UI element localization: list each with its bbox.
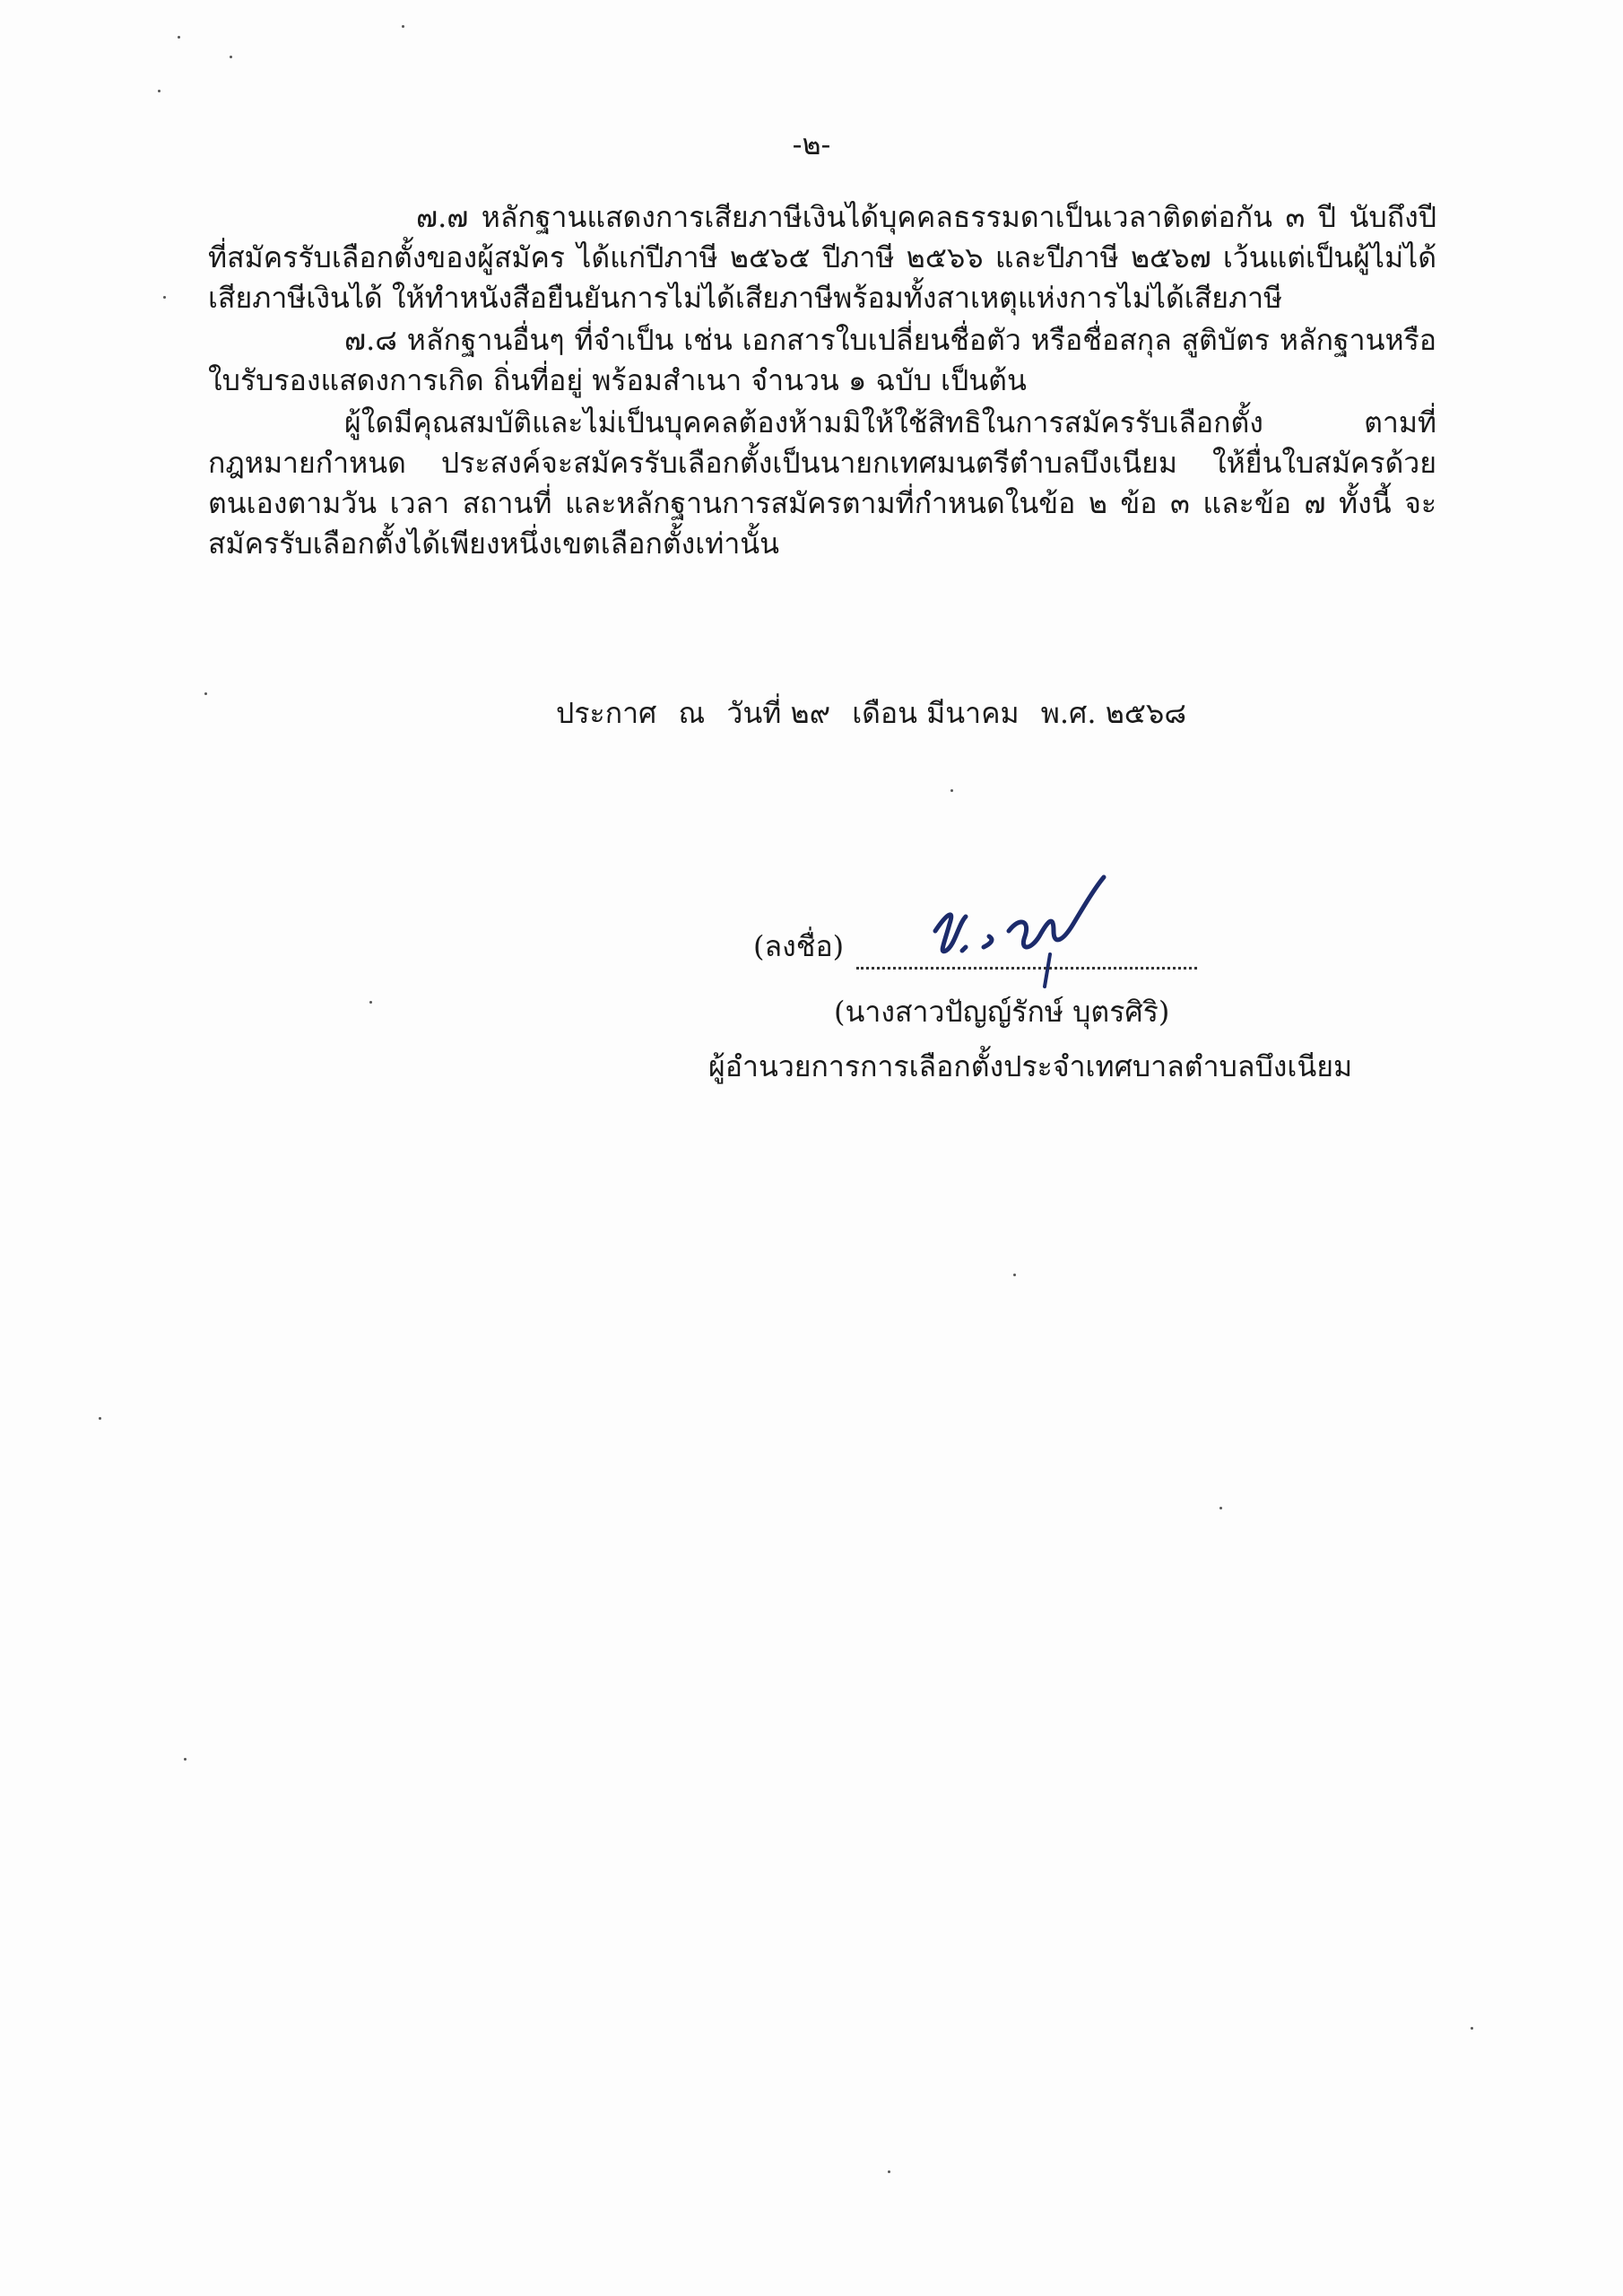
scan-speck [950, 789, 953, 792]
signature-block [708, 924, 1390, 1090]
scan-speck [163, 296, 166, 299]
signature-row [708, 924, 1390, 970]
announcement-date-line [556, 691, 1199, 736]
announcement-at: ณ [678, 696, 706, 730]
announcement-prefix: ประกาศ [556, 696, 657, 730]
paragraph-eligibility: ผู้ใดมีคุณสมบัติและไม่เป็นบุคคลต้องห้ามมิให้ใช้สิทธิในการสมัครรับเลือกตั้ง ตามที่กฎหมายกำหนด ประสงค์จะสมัครรับเลือกตั้งเป็นนายกเทศมนตรีตำบลบึงเนียม ให้ยื่นใบสมัครด้วยตนเองตามวัน เวลา สถานที่ และหลักฐานการสมัครตามที่กำหนดในข้อ ๒ ข้อ ๓ และข้อ ๗ ทั้งนี้ จะสมัครรับเลือกตั้งได้เพียงหนึ่งเขตเลือกตั้งเท่านั้น [208, 405, 1436, 561]
scan-speck [1471, 2027, 1473, 2030]
scan-speck [158, 90, 161, 92]
page-number: -๒- [792, 127, 831, 161]
scan-speck [369, 1001, 372, 1004]
scan-speck [402, 25, 404, 28]
paragraph-7-7: ๗.๗ หลักฐานแสดงการเสียภาษีเงินได้บุคคลธรรมดาเป็นเวลาติดต่อกัน ๓ ปี นับถึงปีที่สมัครรับเลือกตั้งของผู้สมัคร ได้แก่ปีภาษี ๒๕๖๕ ปีภาษี ๒๕๖๖ และปีภาษี ๒๕๖๗ เว้นแต่เป็นผู้ไม่ได้เสียภาษีเงินได้ ให้ทำหนังสือยืนยันการไม่ได้เสียภาษีพร้อมทั้งสาเหตุแห่งการไม่ได้เสียภาษี [208, 200, 1436, 315]
announcement-day: วันที่ ๒๙ [726, 696, 831, 730]
document-body [208, 197, 1436, 566]
signature-dotted-line [856, 947, 1197, 970]
scan-speck [1013, 1274, 1016, 1276]
scan-speck [204, 692, 207, 695]
scan-speck [888, 2170, 890, 2173]
scan-speck [1219, 1507, 1222, 1509]
scan-speck [184, 1758, 187, 1761]
paragraph-7-8: ๗.๘ หลักฐานอื่นๆ ที่จำเป็น เช่น เอกสารใบเปลี่ยนชื่อตัว หรือชื่อสกุล สูติบัตร หลักฐานหรือใบรับรองแสดงการเกิด ถิ่นที่อยู่ พร้อมสำเนา จำนวน ๑ ฉบับ เป็นต้น [208, 323, 1436, 397]
signer-position: ผู้อำนวยการการเลือกตั้งประจำเทศบาลตำบลบึงเนียม [708, 1049, 1353, 1083]
scan-speck [178, 36, 180, 39]
signer-name: (นางสาวปัญญ์รักษ์ บุตรศิริ) [834, 995, 1170, 1029]
scan-speck [99, 1417, 101, 1420]
announcement-year: พ.ศ. ๒๕๖๘ [1040, 696, 1187, 730]
signature-label: (ลงชื่อ) [753, 929, 845, 963]
scan-speck [230, 56, 232, 58]
announcement-month: เดือน มีนาคม [852, 696, 1020, 730]
